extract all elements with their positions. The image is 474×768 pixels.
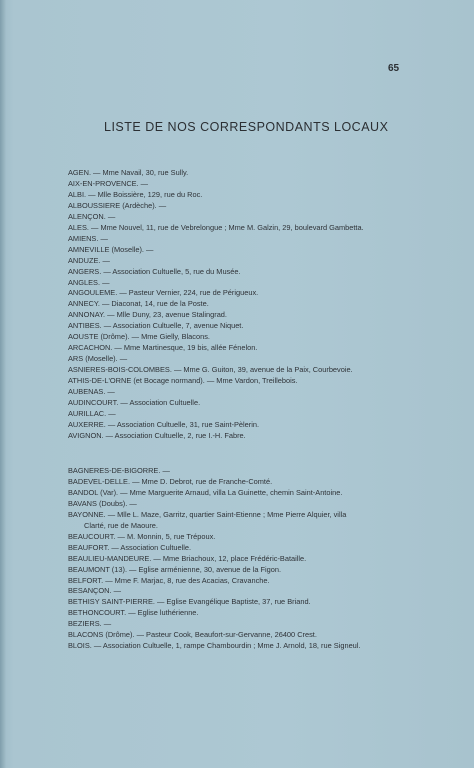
- list-item: BAYONNE. — Mlle L. Maze, Garritz, quartier Saint-Etienne ; Mme Pierre Alquier, villa: [68, 509, 347, 519]
- list-item: AMIENS. —: [68, 233, 108, 243]
- list-item: AUXERRE. — Association Cultuelle, 31, rue Saint-Pèlerin.: [68, 419, 260, 429]
- list-item: ALENÇON. —: [68, 211, 116, 221]
- list-item: BAVANS (Doubs). —: [68, 498, 137, 508]
- list-item: BEZIERS. —: [68, 619, 112, 629]
- list-item: BEAUCOURT. — M. Monnin, 5, rue Trépoux.: [68, 531, 216, 541]
- list-item: BLOIS. — Association Cultuelle, 1, rampe Chambourdin ; Mme J. Arnold, 18, rue Signeul.: [68, 641, 361, 651]
- list-item: ANDUZE. —: [68, 255, 110, 265]
- list-item: AURILLAC. —: [68, 408, 116, 418]
- list-item: BLACONS (Drôme). — Pasteur Cook, Beaufort-sur-Gervanne, 26400 Crest.: [68, 630, 317, 640]
- list-item: AOUSTE (Drôme). — Mme Gielly, Blacons.: [68, 332, 210, 342]
- list-item: BEAUMONT (13). — Eglise arménienne, 30, avenue de la Figon.: [68, 564, 282, 574]
- list-item: ANNONAY. — Mlle Duny, 23, avenue Stalingrad.: [68, 310, 227, 320]
- list-item: BAGNERES-DE-BIGORRE. —: [68, 466, 170, 475]
- correspondents-list-a: [68, 168, 408, 442]
- list-item: ANGERS. — Association Cultuelle, 5, rue du Musée.: [68, 266, 241, 276]
- correspondents-list-b: [68, 466, 408, 652]
- list-item: ANTIBES. — Association Cultuelle, 7, avenue Niquet.: [68, 321, 244, 331]
- list-item: ANNECY. — Diaconat, 14, rue de la Poste.: [68, 299, 209, 309]
- page-edge-shadow: [0, 0, 6, 768]
- list-item: ARS (Moselle). —: [68, 354, 128, 364]
- list-item: BELFORT. — Mme F. Marjac, 8, rue des Acacias, Cravanche.: [68, 575, 270, 585]
- list-item: BESANÇON. —: [68, 586, 121, 596]
- list-item: BETHONCOURT. — Eglise luthérienne.: [68, 608, 199, 618]
- list-item-continuation: Clarté, rue de Maoure.: [84, 520, 158, 530]
- list-item: ALBI. — Mlle Boissière, 129, rue du Roc.: [68, 189, 203, 199]
- list-item: AVIGNON. — Association Cultuelle, 2, rue I.-H. Fabre.: [68, 430, 246, 440]
- list-item: ARCACHON. — Mme Martinesque, 19 bis, allée Fénelon.: [68, 343, 258, 353]
- list-item: BEAULIEU-MANDEURE. — Mme Briachoux, 12, place Frédéric-Bataille.: [68, 553, 307, 563]
- list-item: AUDINCOURT. — Association Cultuelle.: [68, 398, 201, 408]
- list-item: BETHISY SAINT-PIERRE. — Eglise Evangélique Baptiste, 37, rue Briand.: [68, 597, 311, 607]
- list-item: BEAUFORT. — Association Cultuelle.: [68, 542, 192, 552]
- list-item: ALES. — Mme Nouvel, 11, rue de Vebrelongue ; Mme M. Galzin, 29, boulevard Gambetta.: [68, 222, 364, 232]
- list-item: AMNEVILLE (Moselle). —: [68, 244, 154, 254]
- list-item: BADEVEL-DELLE. — Mme D. Debrot, rue de Franche-Comté.: [68, 476, 273, 486]
- page-title: LISTE DE NOS CORRESPONDANTS LOCAUX: [104, 120, 389, 134]
- list-item: ASNIERES-BOIS-COLOMBES. — Mme G. Guiton, 39, avenue de la Paix, Courbevoie.: [68, 365, 353, 375]
- list-item: AGEN. — Mme Navail, 30, rue Sully.: [68, 168, 189, 177]
- list-item: AIX-EN-PROVENCE. —: [68, 178, 149, 188]
- list-item: AUBENAS. —: [68, 387, 115, 397]
- list-item: ANGLES. —: [68, 277, 110, 287]
- list-item: BANDOL (Var). — Mme Marguerite Arnaud, villa La Guinette, chemin Saint-Antoine.: [68, 487, 343, 497]
- list-item: ALBOUSSIERE (Ardèche). —: [68, 200, 167, 210]
- page-number: 65: [388, 63, 400, 74]
- list-item: ATHIS-DE-L'ORNE (et Bocage normand). — Mme Vardon, Treillebois.: [68, 376, 298, 386]
- list-item: ANGOULEME. — Pasteur Vernier, 224, rue de Périgueux.: [68, 288, 259, 298]
